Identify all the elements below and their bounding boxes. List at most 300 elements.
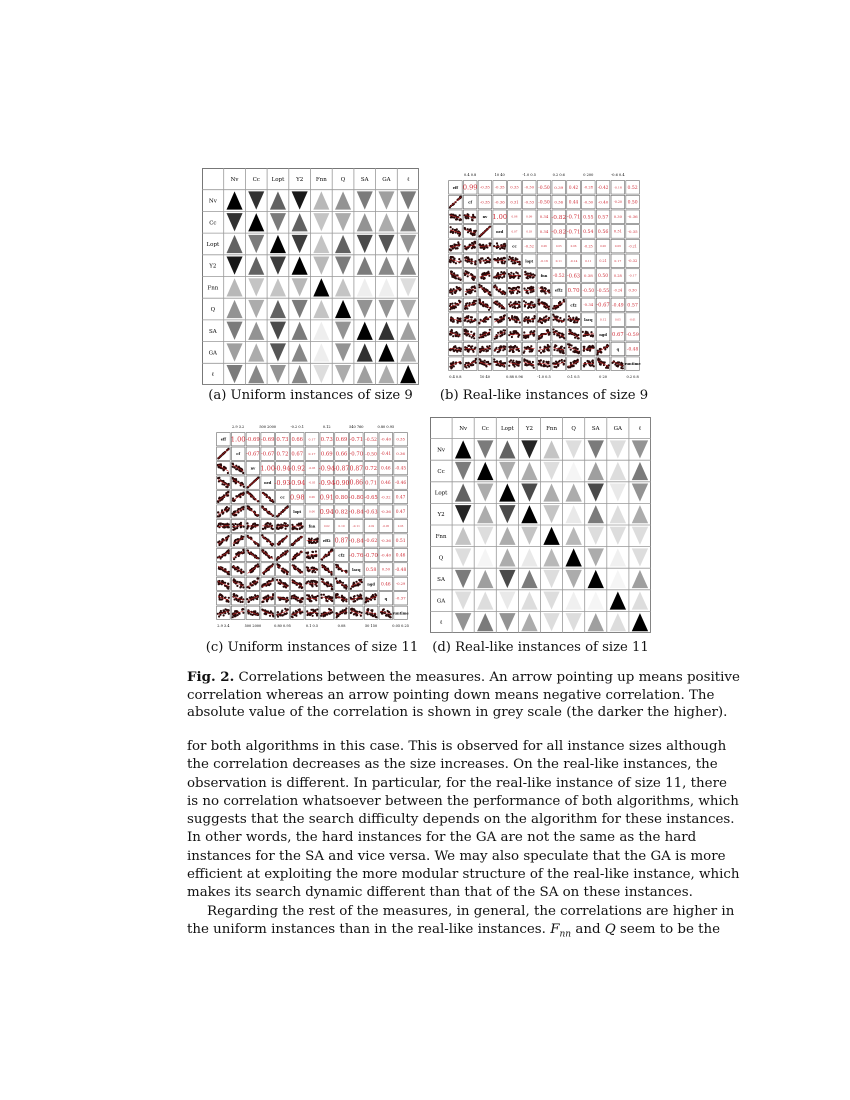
data-point <box>306 610 308 612</box>
data-point <box>519 321 521 323</box>
row-label: Fnn <box>435 533 447 540</box>
correlation-value: 0.06 <box>600 245 607 249</box>
data-point <box>473 285 475 287</box>
data-point <box>239 581 241 583</box>
caption-line: absolute value of the correlation is shown in grey scale (the darker the higher). <box>187 705 728 721</box>
data-point <box>517 290 519 292</box>
data-point <box>558 302 560 304</box>
data-point <box>473 337 475 339</box>
data-point <box>291 597 293 599</box>
correlation-value: 0.03 <box>397 524 404 528</box>
data-point <box>514 307 516 309</box>
data-point <box>545 292 547 294</box>
correlation-value: -0.87 <box>333 465 350 473</box>
paragraph-2 <box>187 903 735 944</box>
data-point <box>249 597 251 599</box>
data-point <box>459 214 461 216</box>
data-point <box>510 301 512 303</box>
data-point <box>481 247 483 249</box>
data-point <box>284 582 286 584</box>
body-line: instances for the SA and vice versa. We may also speculate that the GA is more <box>187 848 726 864</box>
axis-tick-label: 0.1 0.5 <box>305 624 319 628</box>
data-point <box>331 588 333 590</box>
data-point <box>217 524 219 526</box>
correlation-value: -0.94 <box>274 465 291 473</box>
correlation-value: 0.67 <box>612 332 624 339</box>
correlation-value: 0.05 <box>555 245 562 249</box>
data-point <box>285 613 287 615</box>
data-point <box>222 538 224 540</box>
data-point <box>232 523 234 525</box>
data-point <box>219 497 221 499</box>
data-point <box>458 278 460 280</box>
correlation-value: -0.05 <box>308 467 316 471</box>
variable-label: runtime <box>624 362 641 367</box>
data-point <box>375 616 377 618</box>
correlation-value: -0.84 <box>348 537 364 545</box>
data-point <box>475 362 477 364</box>
column-label: Y2 <box>296 177 304 184</box>
variable-label: eff <box>452 185 459 190</box>
correlation-value: 0.30 <box>628 288 637 293</box>
axis-tick-label: -0.6 0.4 <box>611 173 625 177</box>
data-point <box>240 572 242 574</box>
data-point <box>516 317 518 319</box>
data-point <box>232 497 234 499</box>
data-point <box>450 226 452 228</box>
data-point <box>503 262 505 264</box>
data-point <box>350 612 352 614</box>
data-point <box>478 284 480 286</box>
data-point <box>524 271 526 273</box>
data-point <box>554 346 556 348</box>
data-point <box>527 317 529 319</box>
data-point <box>390 616 392 618</box>
correlation-value: -0.49 <box>612 303 624 309</box>
data-point <box>457 241 459 243</box>
data-point <box>546 361 548 363</box>
correlation-value: 0.73 <box>320 437 333 444</box>
data-point <box>342 582 344 584</box>
data-point <box>471 219 473 221</box>
row-label: Nv <box>208 198 217 205</box>
data-point <box>257 563 259 565</box>
data-point <box>493 358 495 360</box>
correlation-value: -0.29 <box>395 582 406 587</box>
correlation-value: -0.45 <box>395 466 407 472</box>
data-point <box>451 216 453 218</box>
data-point <box>316 540 318 542</box>
correlation-value: -0.50 <box>538 200 550 206</box>
data-point <box>518 286 520 288</box>
axis-tick-label: 0.12 <box>322 425 331 429</box>
data-point <box>467 257 469 259</box>
data-point <box>518 350 520 352</box>
data-point <box>545 319 547 321</box>
data-point <box>583 346 585 348</box>
data-point <box>524 305 526 307</box>
axis-tick-label: -1.0 0.5 <box>537 375 551 379</box>
data-point <box>233 558 235 560</box>
data-point <box>228 549 230 551</box>
variable-label: q <box>384 596 388 601</box>
axis-tick-label: 0.88 0.96 <box>506 375 523 379</box>
data-point <box>308 580 310 582</box>
data-point <box>222 480 224 482</box>
data-point <box>588 346 590 348</box>
data-point <box>583 350 585 352</box>
subfigure-b-scatter-matrix <box>436 168 652 383</box>
data-point <box>286 597 288 599</box>
variable-label: cc <box>512 244 517 249</box>
axis-tick-label: 0.2 0.8 <box>626 375 639 379</box>
data-point <box>276 579 278 581</box>
data-point <box>267 595 269 597</box>
data-point <box>523 352 525 354</box>
data-point <box>512 292 514 294</box>
data-point <box>227 583 229 585</box>
data-point <box>510 272 512 274</box>
data-point <box>475 300 477 302</box>
data-point <box>488 333 490 335</box>
data-point <box>312 609 314 611</box>
data-point <box>219 598 221 600</box>
correlation-value: 0.09 <box>614 244 621 249</box>
data-point <box>460 362 462 364</box>
data-point <box>563 360 565 362</box>
correlation-value: -0.02 <box>367 524 375 528</box>
data-point <box>310 580 312 582</box>
variable-label: lacq <box>584 318 593 323</box>
data-point <box>494 338 496 340</box>
data-point <box>509 291 511 293</box>
correlation-value: 0.31 <box>510 200 519 205</box>
data-point <box>285 528 287 530</box>
data-point <box>515 287 517 289</box>
data-point <box>500 271 502 273</box>
column-label: Cc <box>252 177 260 184</box>
data-point <box>313 541 315 543</box>
data-point <box>233 594 235 596</box>
axis-tick-label: 2.9 3.2 <box>232 425 245 429</box>
data-point <box>450 363 452 365</box>
data-point <box>504 257 506 259</box>
data-point <box>479 334 481 336</box>
data-point <box>309 599 311 601</box>
data-point <box>547 319 549 321</box>
data-point <box>465 270 467 272</box>
variable-label: eff2 <box>322 538 331 543</box>
data-point <box>455 262 457 264</box>
correlation-value: 0.34 <box>539 228 549 234</box>
data-point <box>519 301 521 303</box>
data-point <box>529 331 531 333</box>
data-point <box>473 246 475 248</box>
column-label: Cc <box>481 425 489 432</box>
variable-label: runtime <box>392 611 409 616</box>
figure-label: Fig. 2. <box>187 669 235 685</box>
data-point <box>575 316 577 318</box>
data-point <box>614 363 616 365</box>
column-label: Nv <box>459 425 468 432</box>
data-point <box>485 335 487 337</box>
data-point <box>243 526 245 528</box>
variable-label: cf2 <box>338 553 345 558</box>
correlation-value: -0.69 <box>246 437 260 444</box>
data-point <box>298 524 300 526</box>
data-point <box>532 277 534 279</box>
data-point <box>250 528 252 530</box>
axis-tick-label: 500 2000 <box>244 624 262 628</box>
subfigure-c-caption: (c) Uniform instances of size 11 <box>205 640 419 655</box>
data-point <box>500 345 502 347</box>
correlation-value: -0.71 <box>566 229 581 236</box>
data-point <box>538 338 540 340</box>
axis-tick-label: 500 2000 <box>259 425 277 429</box>
row-label: ℓ <box>211 372 215 379</box>
data-point <box>315 599 317 601</box>
correlation-value: -0.94 <box>318 479 335 487</box>
data-point <box>499 258 501 260</box>
column-label: SA <box>591 425 600 432</box>
data-point <box>500 335 502 337</box>
data-point <box>573 321 575 323</box>
data-point <box>466 334 468 336</box>
correlation-value: -0.36 <box>627 214 638 220</box>
data-point <box>358 579 360 581</box>
data-point <box>308 594 310 596</box>
data-point <box>508 273 510 275</box>
data-point <box>620 367 622 369</box>
data-point <box>367 610 369 612</box>
correlation-value: -0.50 <box>538 185 550 191</box>
correlation-value: 0.36 <box>554 199 564 205</box>
correlation-value: 0.87 <box>334 537 349 545</box>
data-point <box>305 582 307 584</box>
body-line: is no correlation whatsoever between the performance of both algorithms, which <box>187 793 739 809</box>
subfigure-d-caption: (d) Real-like instances of size 11 <box>432 640 649 655</box>
axis-tick-label: 0.80 0.95 <box>377 425 395 429</box>
data-point <box>527 277 529 279</box>
data-point <box>548 333 550 335</box>
data-point <box>541 290 543 292</box>
variable-label: nvd <box>496 229 504 234</box>
data-point <box>570 349 572 351</box>
data-point <box>458 258 460 260</box>
body-line: In other words, the hard instances for the GA are not the same as the hard <box>187 830 697 846</box>
data-point <box>454 332 456 334</box>
variable-label: lopt <box>293 510 302 515</box>
axis-tick-label: -0.2 0.1 <box>290 425 304 429</box>
data-point <box>219 593 221 595</box>
correlation-value: -0.70 <box>364 552 378 559</box>
axis-tick-label: 10 40 <box>479 375 490 379</box>
data-point <box>501 261 503 263</box>
data-point <box>523 331 525 333</box>
data-point <box>227 491 229 493</box>
data-point <box>465 362 467 364</box>
correlation-value: 0.38 <box>583 272 593 278</box>
correlation-value: 0.52 <box>627 185 638 191</box>
data-point <box>532 361 534 363</box>
data-point <box>227 486 229 488</box>
data-point <box>533 367 535 369</box>
data-point <box>503 365 505 367</box>
data-point <box>540 359 542 361</box>
text: seem to be the <box>615 921 721 937</box>
data-point <box>472 278 474 280</box>
data-point <box>582 331 584 333</box>
data-point <box>500 360 502 362</box>
data-point <box>460 278 462 280</box>
data-point <box>556 330 558 332</box>
data-point <box>530 307 532 309</box>
correlation-value: -0.40 <box>380 552 392 558</box>
variable-label: cf <box>236 452 241 457</box>
data-point <box>508 317 510 319</box>
data-point <box>586 360 588 362</box>
data-point <box>539 318 541 320</box>
data-point <box>452 335 454 337</box>
data-point <box>479 262 481 264</box>
data-point <box>237 570 239 572</box>
data-point <box>449 308 451 310</box>
data-point <box>499 248 501 250</box>
correlation-value: 0.54 <box>583 230 594 236</box>
data-point <box>465 303 467 305</box>
data-point <box>235 539 237 541</box>
data-point <box>553 319 555 321</box>
data-point <box>568 315 570 317</box>
data-point <box>471 336 473 338</box>
correlation-value: 0.67 <box>291 451 304 458</box>
data-point <box>508 346 510 348</box>
body-line: suggests that the search difficulty depends on the algorithm for these instances. <box>187 812 735 828</box>
data-point <box>256 598 258 600</box>
data-point <box>457 317 459 319</box>
correlation-value: -0.80 <box>348 495 364 502</box>
data-point <box>509 277 511 279</box>
data-point <box>246 598 248 600</box>
data-point <box>322 615 324 617</box>
data-point <box>315 581 317 583</box>
data-point <box>283 586 285 588</box>
data-point <box>552 362 554 364</box>
data-point <box>236 524 238 526</box>
data-point <box>269 523 271 525</box>
data-point <box>504 314 506 316</box>
data-point <box>452 256 454 258</box>
data-point <box>371 595 373 597</box>
correlation-value: -0.50 <box>365 452 377 458</box>
data-point <box>356 599 358 601</box>
body-line: for both algorithms in this case. This is observed for all instance sizes although <box>187 739 727 754</box>
data-point <box>227 601 229 603</box>
subfigure-c-scatter-matrix <box>204 420 420 632</box>
correlation-value: -0.14 <box>569 258 578 263</box>
data-point <box>523 300 525 302</box>
axis-tick-label: 0.80 0.95 <box>274 624 291 628</box>
data-point <box>486 246 488 248</box>
variable-label: cc <box>280 495 285 500</box>
data-point <box>469 364 471 366</box>
data-point <box>217 613 219 615</box>
data-point <box>501 293 503 295</box>
data-point <box>617 365 619 367</box>
data-point <box>577 348 579 350</box>
data-point <box>455 277 457 279</box>
data-point <box>459 318 461 320</box>
row-label: Cc <box>209 220 217 227</box>
text: and <box>571 921 605 937</box>
data-point <box>511 336 513 338</box>
data-point <box>217 477 219 479</box>
data-point <box>315 550 317 552</box>
data-point <box>474 290 476 292</box>
data-point <box>223 469 225 471</box>
data-point <box>502 349 504 351</box>
data-point <box>218 583 220 585</box>
data-point <box>471 286 473 288</box>
correlation-value: 0.56 <box>597 230 609 236</box>
data-point <box>224 608 226 610</box>
data-point <box>562 334 564 336</box>
column-label: Q <box>571 425 576 432</box>
correlation-value: -0.30 <box>524 185 534 190</box>
data-point <box>316 608 318 610</box>
data-point <box>457 322 459 324</box>
variable-label: nvd <box>264 481 272 486</box>
data-point <box>450 249 452 251</box>
data-point <box>381 613 383 615</box>
data-point <box>235 615 237 617</box>
data-point <box>464 319 466 321</box>
data-point <box>517 277 519 279</box>
data-point <box>573 347 575 349</box>
data-point <box>529 350 531 352</box>
correlation-value: -0.40 <box>380 436 392 442</box>
correlation-value: 0.44 <box>568 200 579 206</box>
row-label: GA <box>436 598 446 605</box>
data-point <box>466 261 468 263</box>
data-point <box>235 514 237 516</box>
data-point <box>524 364 526 366</box>
data-point <box>451 293 453 295</box>
data-point <box>237 600 239 602</box>
data-point <box>553 366 555 368</box>
axis-tick-label: 50 150 <box>364 624 378 628</box>
data-point <box>578 352 580 354</box>
correlation-value: 0.58 <box>365 568 377 574</box>
data-point <box>604 348 606 350</box>
column-label: ℓ <box>638 425 642 432</box>
data-point <box>353 582 355 584</box>
data-point <box>232 529 234 531</box>
data-point <box>306 566 308 568</box>
correlation-value: -0.90 <box>333 479 350 487</box>
data-point <box>456 218 458 220</box>
correlation-value: -0.21 <box>628 244 637 249</box>
math-q: Q <box>604 921 616 937</box>
data-point <box>497 261 499 263</box>
data-point <box>514 302 516 304</box>
data-point <box>291 524 293 526</box>
correlation-value: -0.36 <box>380 537 391 543</box>
data-point <box>328 608 330 610</box>
data-point <box>227 573 229 575</box>
data-point <box>344 609 346 611</box>
data-point <box>479 358 481 360</box>
